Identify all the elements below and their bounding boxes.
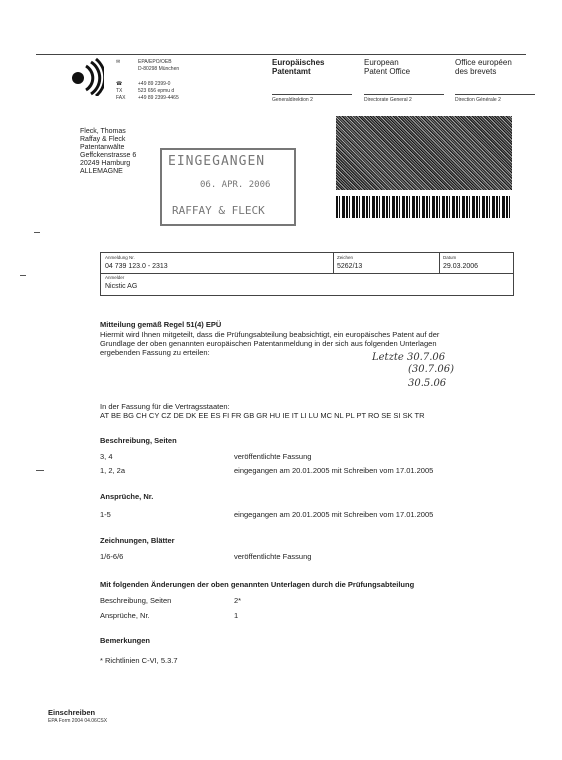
office-de-name1: Europäisches — [272, 58, 325, 67]
beschreibung-pages: 1, 2, 2a — [100, 466, 126, 475]
office-en — [364, 58, 444, 103]
stamp-line2: 06. APR. 2006 — [200, 180, 271, 190]
recipient-line: Raffay & Fleck — [80, 136, 126, 143]
office-en-dir: Directorate General 2 — [364, 94, 444, 103]
letter-title: Mitteilung gemäß Regel 51(4) EPÜ — [100, 320, 222, 329]
anmelder-label: Anmelder — [105, 275, 125, 280]
hand-line1: Letzte 30.7.06 — [372, 352, 446, 363]
ansprueche-title: Ansprüche, Nr. — [100, 492, 154, 501]
beschreibung-title: Beschreibung, Seiten — [100, 436, 177, 445]
sender-tx: 523 656 epmu d — [138, 88, 175, 94]
datum-value: 29.03.2006 — [443, 263, 479, 270]
stamp-line3: RAFFAY & FLECK — [172, 204, 265, 217]
vertragsstaaten-label: In der Fassung für die Vertragsstaaten: — [100, 402, 230, 411]
office-fr-name2: des brevets — [455, 67, 497, 76]
margin-mark — [34, 232, 40, 233]
fields-divider — [101, 273, 513, 274]
received-stamp — [160, 148, 296, 226]
office-fr — [455, 58, 535, 103]
recipient-line: Patentanwälte — [80, 144, 125, 151]
barcode — [336, 196, 512, 218]
footer-title: Einschreiben — [48, 708, 96, 717]
recipient-line: 20249 Hamburg — [80, 160, 131, 167]
fields-box — [100, 252, 514, 296]
office-fr-dir: Direction Générale 2 — [455, 94, 535, 103]
zeichnungen-pages: 1/6-6/6 — [100, 552, 124, 561]
footer-form: EPA Form 2004 04.06CSX — [48, 718, 108, 724]
fields-divider-v2 — [439, 253, 440, 273]
zeichnungen-text: veröffentlichte Fassung — [234, 552, 312, 561]
office-en-name2: Patent Office — [364, 67, 411, 76]
aenderungen-title: Mit folgenden Änderungen der oben genannten Unterlagen durch die Prüfungsabteilung — [100, 580, 415, 589]
recipient-line: ALLEMAGNE — [80, 168, 123, 175]
anmeldung-label: Anmeldung Nr. — [105, 255, 135, 260]
aenderungen-value: 1 — [234, 611, 239, 620]
stamp-line1: EINGEGANGEN — [168, 154, 266, 169]
header-rule — [36, 54, 526, 55]
handwritten-note — [372, 352, 512, 398]
beschreibung-text: veröffentlichte Fassung — [234, 452, 312, 461]
office-de-dir: Generaldirektion 2 — [272, 94, 352, 103]
bemerkungen-title: Bemerkungen — [100, 636, 151, 645]
beschreibung-text: eingegangen am 20.01.2005 mit Schreiben vom 17.01.2005 — [234, 466, 434, 475]
anmeldung-value: 04 739 123.0 - 2313 — [105, 263, 168, 270]
office-de — [272, 58, 352, 103]
beschreibung-pages: 3, 4 — [100, 452, 113, 461]
recipient-line: Fleck, Thomas — [80, 128, 126, 135]
envelope-icon: ✉ — [116, 59, 121, 65]
zeichen-value: 5262/13 — [337, 263, 363, 270]
tx-label: TX — [116, 88, 123, 94]
ansprueche-pages: 1-5 — [100, 510, 111, 519]
intro-line: Grundlage der oben genannten europäischen Patentanmeldung in der sich aus folgenden Unterlagen — [100, 339, 437, 348]
recipient-line: Geffckenstrasse 6 — [80, 152, 137, 159]
vertragsstaaten-list: AT BE BG CH CY CZ DE DK EE ES FI FR GB GR HU IE IT LI LU MC NL PL PT RO SE SI SK TR — [100, 411, 425, 420]
intro-line: ergebenden Fassung zu erteilen: — [100, 348, 210, 357]
fax-label: FAX — [116, 95, 126, 101]
aenderungen-key: Ansprüche, Nr. — [100, 611, 150, 620]
sender-fax: +49 89 2399-4465 — [138, 95, 179, 101]
zeichnungen-title: Zeichnungen, Blätter — [100, 536, 175, 545]
margin-mark — [20, 275, 26, 276]
fields-divider-v1 — [333, 253, 334, 273]
phone-icon: ☎ — [116, 81, 123, 87]
intro-line: Hiermit wird Ihnen mitgeteilt, dass die Prüfungsabteilung beabsichtigt, ein europäisches Patent auf der — [100, 330, 440, 339]
aenderungen-key: Beschreibung, Seiten — [100, 596, 172, 605]
bemerkungen-text: * Richtlinien C-VI, 5.3.7 — [100, 656, 178, 665]
hand-line2: (30.7.06) — [408, 364, 454, 375]
ansprueche-text: eingegangen am 20.01.2005 mit Schreiben vom 17.01.2005 — [234, 510, 434, 519]
datum-label: Datum — [443, 255, 457, 260]
redacted-label — [336, 116, 512, 190]
office-en-name1: European — [364, 58, 399, 67]
sender-addr1: EPA/EPO/OEB — [138, 59, 172, 65]
epo-logo — [64, 56, 104, 96]
sender-addr2: D-80298 München — [138, 66, 180, 72]
office-de-name2: Patentamt — [272, 67, 311, 76]
margin-mark — [36, 470, 44, 471]
hand-line3: 30.5.06 — [408, 378, 447, 389]
anmelder-value: Nicstic AG — [105, 283, 138, 290]
office-fr-name1: Office européen — [455, 58, 512, 67]
zeichen-label: Zeichen — [337, 255, 354, 260]
aenderungen-value: 2* — [234, 596, 242, 605]
sender-tel: +49 89 2399-0 — [138, 81, 171, 87]
